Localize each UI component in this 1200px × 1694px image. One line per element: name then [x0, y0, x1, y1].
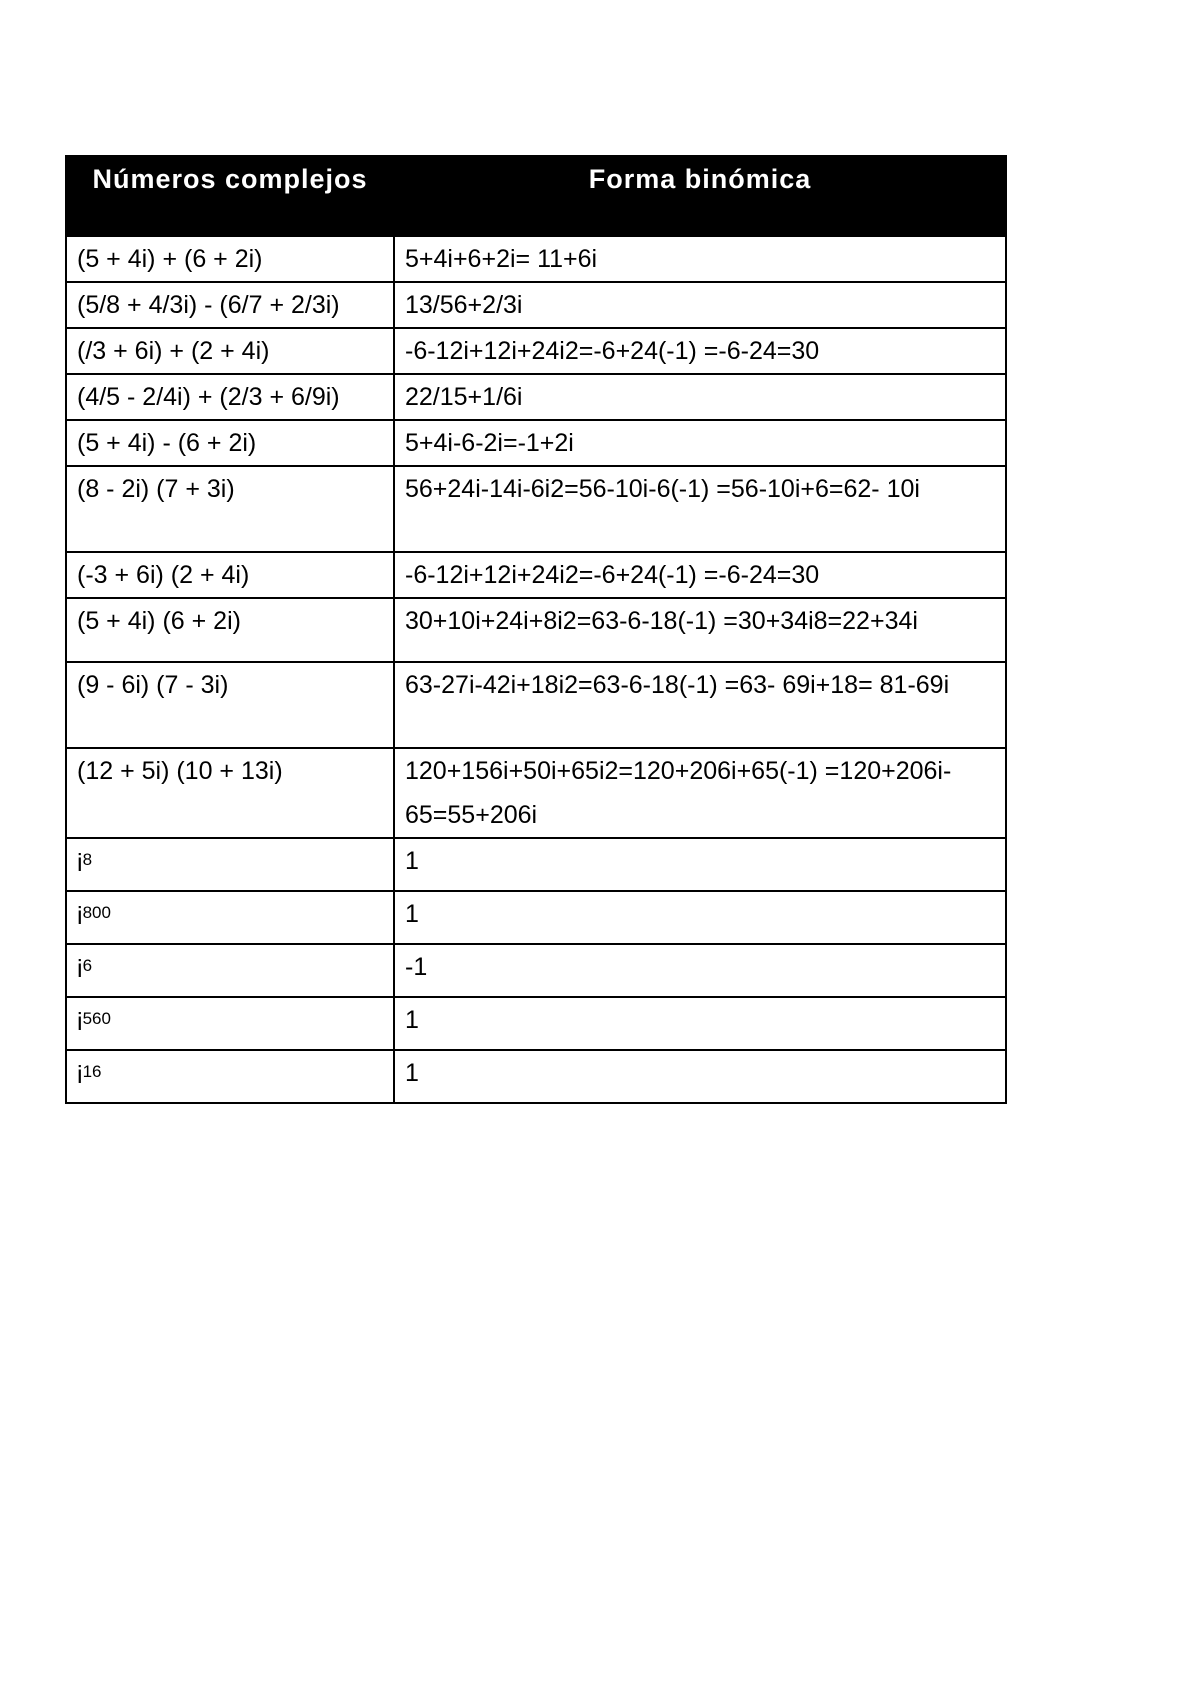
table-row — [66, 466, 1006, 552]
expression-cell: (12 + 5i) (10 + 13i) — [66, 748, 394, 838]
power-exponent: 16 — [82, 1062, 102, 1081]
result-cell: -6-12i+12i+24i2=-6+24(-1) =-6-24=30 — [394, 328, 1006, 374]
result-cell: -6-12i+12i+24i2=-6+24(-1) =-6-24=30 — [394, 552, 1006, 598]
expression-cell: (5/8 + 4/3i) - (6/7 + 2/3i) — [66, 282, 394, 328]
table-row — [66, 420, 1006, 466]
expression-cell: (5 + 4i) + (6 + 2i) — [66, 236, 394, 282]
expression-cell: (/3 + 6i) + (2 + 4i) — [66, 328, 394, 374]
power-base: i — [77, 902, 83, 930]
result-cell: 5+4i+6+2i= 11+6i — [394, 236, 1006, 282]
expression-cell: (5 + 4i) - (6 + 2i) — [66, 420, 394, 466]
power-result-cell: 1 — [394, 997, 1006, 1050]
expression-cell: (8 - 2i) (7 + 3i) — [66, 466, 394, 552]
power-row — [66, 944, 1006, 997]
power-expression-cell — [66, 838, 394, 891]
complex-numbers-table — [65, 155, 1007, 1104]
power-row — [66, 838, 1006, 891]
power-row — [66, 891, 1006, 944]
power-exponent: 6 — [82, 956, 93, 975]
table-row — [66, 662, 1006, 748]
result-cell: 5+4i-6-2i=-1+2i — [394, 420, 1006, 466]
power-expression-cell — [66, 1050, 394, 1103]
power-expression-cell — [66, 891, 394, 944]
result-cell: 22/15+1/6i — [394, 374, 1006, 420]
table-row — [66, 748, 1006, 838]
power-exponent: 560 — [82, 1009, 111, 1028]
power-expression-cell — [66, 944, 394, 997]
power-base: i — [77, 1061, 83, 1089]
table-row — [66, 328, 1006, 374]
power-result-cell: 1 — [394, 891, 1006, 944]
table-row — [66, 374, 1006, 420]
result-cell: 30+10i+24i+8i2=63-6-18(-1) =30+34i8=22+34i — [394, 598, 1006, 662]
header-numeros-complejos: Números complejos — [66, 156, 394, 236]
power-result-cell: 1 — [394, 838, 1006, 891]
table-row — [66, 236, 1006, 282]
expression-cell: (5 + 4i) (6 + 2i) — [66, 598, 394, 662]
table-header-row — [66, 156, 1006, 236]
expression-cell: (9 - 6i) (7 - 3i) — [66, 662, 394, 748]
result-cell: 13/56+2/3i — [394, 282, 1006, 328]
power-row — [66, 1050, 1006, 1103]
power-row — [66, 997, 1006, 1050]
header-forma-binomica: Forma binómica — [394, 156, 1006, 236]
power-base: i — [77, 955, 83, 983]
table-row — [66, 282, 1006, 328]
result-cell: 63-27i-42i+18i2=63-6-18(-1) =63- 69i+18= 81-69i — [394, 662, 1006, 748]
power-exponent: 800 — [82, 903, 111, 922]
result-cell: 120+156i+50i+65i2=120+206i+65(-1) =120+206i-65=55+206i — [394, 748, 1006, 838]
table-row — [66, 598, 1006, 662]
result-cell: 56+24i-14i-6i2=56-10i-6(-1) =56-10i+6=62- 10i — [394, 466, 1006, 552]
power-result-cell: -1 — [394, 944, 1006, 997]
power-expression-cell — [66, 997, 394, 1050]
table-row — [66, 552, 1006, 598]
power-result-cell: 1 — [394, 1050, 1006, 1103]
power-exponent: 8 — [82, 850, 93, 869]
expression-cell: (4/5 - 2/4i) + (2/3 + 6/9i) — [66, 374, 394, 420]
expression-cell: (-3 + 6i) (2 + 4i) — [66, 552, 394, 598]
power-base: i — [77, 849, 83, 877]
power-base: i — [77, 1008, 83, 1036]
